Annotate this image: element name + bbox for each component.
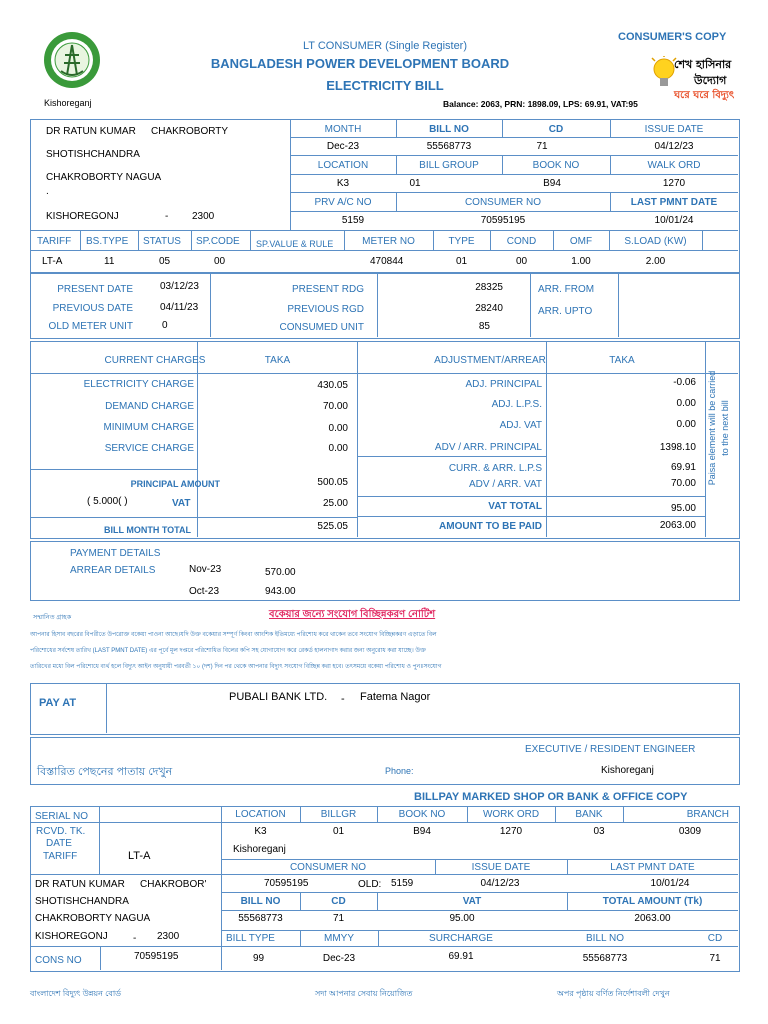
omf-value: 1.00 bbox=[571, 256, 591, 267]
amount-to-be-paid: 2063.00 bbox=[659, 520, 696, 531]
spcode-value: 00 bbox=[214, 256, 226, 267]
principal-amount: 500.05 bbox=[317, 477, 348, 488]
consumer-no-header: CONSUMER NO bbox=[464, 197, 542, 208]
office-copy-title: BILLPAY MARKED SHOP OR BANK & OFFICE COPY bbox=[414, 791, 688, 803]
oc-branch: 0309 bbox=[678, 826, 702, 837]
engineer-title: EXECUTIVE / RESIDENT ENGINEER bbox=[525, 744, 696, 755]
present-date-label: PRESENT DATE bbox=[57, 284, 133, 295]
arr-from-label: ARR. FROM bbox=[538, 284, 595, 295]
lt-consumer-label: LT CONSUMER (Single Register) bbox=[302, 40, 468, 52]
spvalue-header: SP.VALUE & RULE bbox=[256, 239, 334, 249]
vat-total: 95.00 bbox=[670, 503, 696, 514]
arrear-month-2: Oct-23 bbox=[189, 586, 220, 597]
oc-issue-date: 04/12/23 bbox=[480, 878, 520, 889]
oc-cd: 71 bbox=[332, 913, 345, 924]
adv-vat: 70.00 bbox=[670, 478, 696, 489]
consumer-address-3: . bbox=[46, 186, 49, 197]
cons-no-label: CONS NO bbox=[35, 955, 82, 966]
bill-month: Dec-23 bbox=[326, 141, 360, 152]
oc-old-label: OLD: bbox=[358, 879, 382, 890]
consumer-area-code: 2300 bbox=[192, 211, 215, 222]
adj-lps: 0.00 bbox=[676, 398, 696, 409]
consumer-area: KISHOREGONJ bbox=[46, 211, 119, 222]
previous-rgd-label: PREVIOUS RGD bbox=[287, 304, 364, 315]
cd-header: CD bbox=[548, 124, 564, 135]
taka2-header: TAKA bbox=[609, 355, 635, 366]
oc-bank: 03 bbox=[593, 826, 605, 837]
oc-bookno: B94 bbox=[413, 826, 431, 837]
location-header: LOCATION bbox=[317, 160, 369, 171]
pay-at-label: PAY AT bbox=[39, 697, 77, 709]
bill-group-header: BILL GROUP bbox=[419, 160, 479, 171]
location: K3 bbox=[336, 178, 350, 189]
cond-value: 00 bbox=[515, 256, 528, 267]
arrear-details-label: ARREAR DETAILS bbox=[70, 565, 156, 576]
adj-vat-label: ADJ. VAT bbox=[499, 420, 542, 431]
arrear-amount-2: 943.00 bbox=[265, 586, 296, 597]
oc-vat-header: VAT bbox=[462, 896, 482, 907]
oc-lastpmnt-date: 10/01/24 bbox=[650, 878, 690, 889]
oc-bank-header: BANK bbox=[575, 809, 603, 820]
notice-title: বকেয়ার জন্যে সংযোগ বিচ্ছিন্নকরণ নোটিশ bbox=[269, 609, 436, 620]
curr-lps-label: CURR. & ARR. L.P.S bbox=[448, 463, 542, 474]
adj-principal: -0.06 bbox=[673, 377, 696, 388]
see-back-text: বিস্তারিত পেছনের পাতায় দেখুন bbox=[37, 766, 173, 778]
vat-amount: 25.00 bbox=[322, 498, 348, 509]
adjustment-header: ADJUSTMENT/ARREAR bbox=[434, 355, 546, 366]
bill-group: 01 bbox=[409, 178, 421, 189]
oc-surcharge: 69.91 bbox=[448, 951, 474, 962]
oc-area: KISHOREGONJ bbox=[35, 931, 108, 942]
arrear-amount-1: 570.00 bbox=[265, 567, 296, 578]
oc-lastpmnt-header: LAST PMNT DATE bbox=[610, 862, 695, 873]
oc-bookno-header: BOOK NO bbox=[398, 809, 446, 820]
consumed-unit-label: CONSUMED UNIT bbox=[279, 322, 364, 333]
adj-principal-label: ADJ. PRINCIPAL bbox=[465, 379, 542, 390]
notice-line-1: আপনার হিসাব বছরের বিপরীতে উপরোক্ত বকেয়া পাওনা আছে।যদি উক্ত বকেয়ার সম্পূর্ণ কিংবা আংশিক ইতিমধ্যে পরিশোধ করে থাকেন তবে সংযোগ বিচ্ছিন্নকরণ এড়াতে বিল bbox=[30, 632, 437, 638]
oc-workord-header: WORK ORD bbox=[482, 809, 540, 820]
oc-billno2-header: BILL NO bbox=[586, 933, 624, 944]
month-header: MONTH bbox=[324, 124, 362, 135]
oc-billtype: 99 bbox=[253, 953, 265, 964]
status-value: 05 bbox=[159, 256, 171, 267]
office-name: Kishoreganj bbox=[44, 98, 92, 108]
oc-workord: 1270 bbox=[499, 826, 523, 837]
meter-no-header: METER NO bbox=[362, 236, 415, 247]
footer-right: অপর পৃষ্ঠায় বর্ণিত নির্দেশাবলী দেখুন bbox=[557, 989, 670, 998]
amount-to-be-paid-label: AMOUNT TO BE PAID bbox=[439, 521, 542, 532]
bstype-value: 11 bbox=[104, 256, 115, 267]
oc-billgr: 01 bbox=[332, 826, 345, 837]
previous-date-label: PREVIOUS DATE bbox=[52, 303, 133, 314]
document-title: ELECTRICITY BILL bbox=[326, 78, 444, 93]
oc-mmyy-header: MMYY bbox=[324, 933, 354, 944]
prv-ac-header: PRV A/C NO bbox=[314, 197, 372, 208]
oc-issue-header: ISSUE DATE bbox=[471, 862, 531, 873]
footer-middle: সদা আপনার সেবায় নিয়োজিত bbox=[315, 989, 413, 998]
oc-consno-header: CONSUMER NO bbox=[289, 862, 367, 873]
engineer-office: Kishoreganj bbox=[601, 765, 654, 776]
prv-ac-no: 5159 bbox=[341, 215, 365, 226]
last-pmnt-header: LAST PMNT DATE bbox=[630, 197, 718, 208]
principal-amount-label: PRINCIPAL AMOUNT bbox=[130, 479, 220, 489]
type-value: 01 bbox=[455, 256, 468, 267]
oc-billno-header: BILL NO bbox=[240, 896, 281, 907]
oc-name-2: CHAKROBOR' bbox=[140, 879, 207, 890]
notice-line-3: তারিখের মধ্যে বিল পরিশোধে ব্যর্থ হলে বিদ্যুৎ আইন অনুযায়ী পরবর্তী ১০ (দশ) দিন পর থেকে আপনার বিদ্যুৎ সংযোগ বিচ্ছিন্ন করা হবে। তৎসময়ে বকেয়া পরিশোধ ও পুনঃসংযোগ bbox=[30, 664, 442, 670]
oc-surcharge-header: SURCHARGE bbox=[429, 933, 493, 944]
oc-cd2: 71 bbox=[709, 953, 721, 964]
oc-cons-no: 70595195 bbox=[134, 951, 179, 962]
oc-old: 5159 bbox=[391, 878, 414, 889]
oc-address-1: SHOTISHCHANDRA bbox=[35, 896, 129, 907]
electricity-charge: 430.05 bbox=[317, 380, 348, 391]
vat-label: VAT bbox=[172, 498, 191, 509]
oc-name-1: DR RATUN KUMAR bbox=[35, 879, 125, 890]
curr-lps: 69.91 bbox=[670, 462, 696, 473]
oc-billgr-header: BILLGR bbox=[320, 809, 357, 820]
adv-principal-label: ADV / ARR. PRINCIPAL bbox=[434, 442, 542, 453]
bill-month-total-label: BILL MONTH TOTAL bbox=[104, 525, 191, 535]
walk-ord-header: WALK ORD bbox=[647, 160, 701, 171]
consumer-name-1: DR RATUN KUMAR bbox=[46, 126, 136, 137]
issue-date-header: ISSUE DATE bbox=[644, 124, 704, 135]
arr-upto-label: ARR. UPTO bbox=[538, 306, 593, 317]
tariff-header: TARIFF bbox=[37, 236, 72, 247]
oc-billno2: 55568773 bbox=[582, 953, 628, 964]
pay-at-bank: PUBALI BANK LTD. bbox=[229, 691, 328, 703]
type-header: TYPE bbox=[448, 236, 475, 247]
consumer-name-2: CHAKROBORTY bbox=[151, 126, 229, 137]
pay-at-branch: Fatema Nagor bbox=[360, 691, 431, 703]
sload-header: S.LOAD (KW) bbox=[624, 236, 687, 247]
oc-location-header: LOCATION bbox=[235, 809, 286, 820]
demand-charge-label: DEMAND CHARGE bbox=[105, 401, 194, 412]
bpdb-logo bbox=[43, 31, 101, 89]
oc-branch-header: BRANCH bbox=[686, 809, 729, 820]
balance-summary: Balance: 2063, PRN: 1898.09, LPS: 69.91, VAT:95 bbox=[443, 99, 638, 109]
office-tariff: LT-A bbox=[128, 850, 151, 862]
demand-charge: 70.00 bbox=[322, 401, 348, 412]
previous-date: 04/11/23 bbox=[160, 302, 199, 313]
old-meter-label: OLD METER UNIT bbox=[48, 321, 133, 332]
consumed-unit: 85 bbox=[478, 321, 490, 332]
consumer-address-2: CHAKROBORTY NAGUA bbox=[46, 172, 162, 183]
notice-greeting: সম্মানিত গ্রাহক bbox=[33, 614, 72, 621]
service-charge-label: SERVICE CHARGE bbox=[104, 443, 194, 454]
electricity-charge-label: ELECTRICITY CHARGE bbox=[83, 379, 194, 390]
adv-vat-label: ADV / ARR. VAT bbox=[469, 479, 542, 490]
bill-number: 55568773 bbox=[426, 141, 472, 152]
tariff-value: LT-A bbox=[42, 256, 63, 267]
consumer-area-dash: - bbox=[165, 211, 169, 222]
oc-mmyy: Dec-23 bbox=[322, 953, 356, 964]
taka-header: TAKA bbox=[264, 355, 291, 366]
last-pmnt-date: 10/01/24 bbox=[654, 215, 694, 226]
book-no: B94 bbox=[543, 178, 561, 189]
date-label: DATE bbox=[46, 838, 72, 849]
notice-line-2: পরিশোধের সর্বশেষ তারিখ (LAST PMNT DATE) এর পূর্বে মূল দপ্তরে পরিশোধিত বিলের কপি সহ যোগাযোগ করে রেকর্ড হালনাগাদ করার জন্য অনুরোধ করা যাচ্ছে। উক্ত bbox=[30, 648, 426, 654]
spcode-header: SP.CODE bbox=[196, 236, 240, 247]
board-name: BANGLADESH POWER DEVELOPMENT BOARD bbox=[210, 56, 510, 71]
oc-cd-header: CD bbox=[331, 896, 346, 907]
oc-location: K3 bbox=[254, 826, 267, 837]
copy-label: CONSUMER'S COPY bbox=[618, 31, 727, 43]
oc-area-dash: - bbox=[133, 933, 137, 944]
omf-header: OMF bbox=[569, 236, 593, 247]
minimum-charge: 0.00 bbox=[328, 423, 348, 434]
bill-cd: 71 bbox=[536, 141, 548, 152]
paisa-note: Paisa element will be carried to the next bill bbox=[707, 370, 730, 486]
present-rdg-label: PRESENT RDG bbox=[291, 284, 364, 295]
adv-principal: 1398.10 bbox=[659, 442, 696, 453]
oc-billtype-header: BILL TYPE bbox=[226, 933, 275, 944]
cond-header: COND bbox=[506, 236, 537, 247]
slogan-logo: শেখ হাসিনার উদ্যোগ ঘরে ঘরে বিদ্যুৎ bbox=[650, 52, 738, 107]
minimum-charge-label: MINIMUM CHARGE bbox=[103, 422, 194, 433]
adj-lps-label: ADJ. L.P.S. bbox=[491, 399, 542, 410]
book-no-header: BOOK NO bbox=[532, 160, 580, 171]
issue-date: 04/12/23 bbox=[654, 141, 694, 152]
pay-at-dash: - bbox=[341, 693, 345, 705]
oc-total: 2063.00 bbox=[634, 913, 671, 924]
oc-vat: 95.00 bbox=[449, 913, 475, 924]
tariff-label: TARIFF bbox=[43, 851, 78, 862]
oc-office: Kishoreganj bbox=[233, 844, 286, 855]
bill-month-total: 525.05 bbox=[317, 521, 348, 532]
walk-ord: 1270 bbox=[662, 178, 686, 189]
oc-consno: 70595195 bbox=[264, 878, 309, 889]
oc-address-2: CHAKROBORTY NAGUA bbox=[35, 913, 151, 924]
billno-header: BILL NO bbox=[429, 124, 469, 135]
service-charge: 0.00 bbox=[328, 443, 348, 454]
adj-vat: 0.00 bbox=[676, 419, 696, 430]
consumer-address-1: SHOTISHCHANDRA bbox=[46, 149, 140, 160]
current-charges-header: CURRENT CHARGES bbox=[104, 355, 206, 366]
present-date: 03/12/23 bbox=[160, 281, 199, 292]
status-header: STATUS bbox=[143, 236, 181, 247]
footer-left: বাংলাদেশ বিদ্যুৎ উন্নয়ন বোর্ড bbox=[30, 989, 122, 998]
oc-area-code: 2300 bbox=[157, 931, 180, 942]
present-rdg: 28325 bbox=[475, 282, 503, 293]
oc-billno: 55568773 bbox=[238, 913, 283, 924]
vat-rate: ( 5.000( ) bbox=[87, 496, 128, 507]
previous-rgd: 28240 bbox=[475, 303, 503, 314]
arrear-month-1: Nov-23 bbox=[189, 564, 222, 575]
sload-value: 2.00 bbox=[645, 256, 666, 267]
vat-total-label: VAT TOTAL bbox=[488, 501, 542, 512]
payment-details-label: PAYMENT DETAILS bbox=[70, 548, 161, 559]
bstype-header: BS.TYPE bbox=[86, 236, 129, 247]
serial-no-label: SERIAL NO bbox=[35, 811, 88, 822]
rcvd-tk-label: RCVD. TK. bbox=[36, 826, 86, 837]
oc-total-header: TOTAL AMOUNT (Tk) bbox=[602, 896, 703, 907]
meter-no-value: 470844 bbox=[370, 256, 404, 267]
consumer-no: 70595195 bbox=[480, 215, 526, 226]
phone-label: Phone: bbox=[385, 766, 414, 776]
old-meter-unit: 0 bbox=[162, 320, 168, 331]
oc-cd2-header: CD bbox=[707, 933, 723, 944]
